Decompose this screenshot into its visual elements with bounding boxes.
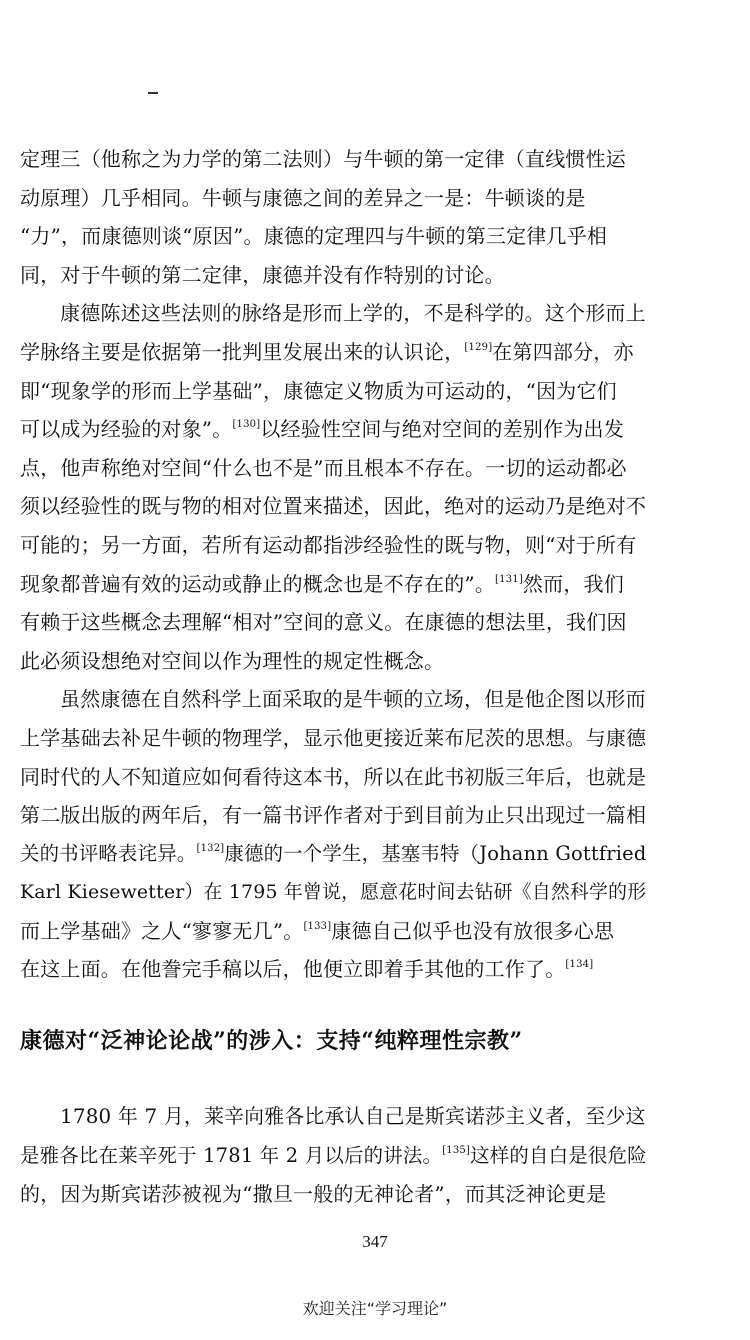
text-line — [20, 487, 646, 526]
line-text: 在这上面。在他誊完手稿以后，他便立即着手其他的工作了。 — [20, 957, 566, 982]
line-text: 动原理）几乎相同。牛顿与康德之间的差异之一是：牛顿谈的是 — [20, 185, 586, 210]
text-line — [20, 1175, 646, 1214]
footnote-ref: [133] — [303, 920, 332, 932]
line-text: 同时代的人不知道应如何看待这本书，所以在此书初版三年后，也就是 — [20, 764, 647, 789]
line-text: 同，对于牛顿的第二定律，康德并没有作特别的讨论。 — [20, 262, 505, 287]
text-line — [20, 217, 646, 256]
text-line — [20, 680, 646, 719]
text-line — [20, 758, 646, 797]
line-text: 上学基础去补足牛顿的物理学，显示他更接近莱布尼茨的思想。与康德 — [20, 725, 647, 750]
text-line — [20, 333, 646, 372]
line-text: 须以经验性的既与物的相对位置来描述，因此，绝对的运动乃是绝对不 — [20, 494, 647, 519]
text-line — [20, 140, 646, 179]
footnote-ref: [132] — [196, 842, 225, 854]
text-line — [20, 1098, 646, 1137]
line-text: 学脉络主要是依据第一批判里发展出来的认识论， — [20, 339, 465, 364]
text-line — [20, 410, 646, 449]
line-text-continued: 以经验性空间与绝对空间的差别作为出发 — [260, 417, 624, 442]
line-text: 康德陈述这些法则的脉络是形而上学的，不是科学的。这个形而上 — [60, 301, 646, 326]
text-line — [20, 372, 646, 411]
line-text-continued: 康德的一个学生，基塞韦特（Johann Gottfried — [224, 841, 647, 865]
footer-note: 欢迎关注“学习理论” — [302, 1299, 448, 1318]
line-text: 是雅各比在莱辛死于 1781 年 2 月以后的讲法。 — [20, 1143, 443, 1167]
text-line — [20, 603, 646, 642]
text-line — [20, 565, 646, 604]
line-text-continued: 康德自己似乎也没有放很多心思 — [331, 918, 615, 943]
section-heading: 康德对“泛神论论战”的涉入：支持“纯粹理性宗教” — [20, 1028, 523, 1054]
line-text: 而上学基础》之人“寥寥无几”。 — [20, 918, 304, 943]
line-text: 关的书评略表诧异。 — [20, 841, 197, 865]
footnote-ref: [129] — [464, 341, 493, 353]
text-line — [20, 449, 646, 488]
line-text: “力”，而康德则谈“原因”。康德的定理四与牛顿的第三定律几乎相 — [20, 224, 608, 249]
line-text: 定理三（他称之为力学的第二法则）与牛顿的第一定律（直线惯性运 — [20, 147, 626, 171]
text-line — [20, 796, 646, 835]
line-text-continued: 然而，我们 — [522, 571, 624, 596]
line-text: Karl Kiesewetter）在 1795 年曾说，愿意花时间去钻研《自然科学的形 — [20, 881, 647, 904]
footnote-ref: [134] — [565, 959, 594, 971]
line-text: 的，因为斯宾诺莎被视为“撒旦一般的无神论者”，而其泛神论更是 — [20, 1182, 607, 1207]
text-line — [20, 873, 646, 912]
text-line — [20, 719, 646, 758]
footnote-ref: [135] — [442, 1144, 471, 1156]
line-text: 即“现象学的形而上学基础”，康德定义物质为可运动的，“因为它们 — [20, 378, 617, 403]
body-text-section-2 — [20, 1098, 646, 1214]
text-line — [20, 642, 646, 681]
line-text-continued: 这样的自白是很危险 — [470, 1143, 647, 1167]
line-text-continued: 在第四部分，亦 — [492, 339, 634, 364]
scan-mark — [148, 92, 158, 94]
text-line — [20, 294, 646, 333]
text-line — [20, 179, 646, 218]
text-line — [20, 912, 646, 951]
line-text: 虽然康德在自然科学上面采取的是牛顿的立场，但是他企图以形而 — [60, 687, 646, 712]
line-text: 可能的；另一方面，若所有运动都指涉经验性的既与物，则“对于所有 — [20, 532, 637, 557]
footnote-ref: [131] — [495, 573, 523, 585]
footnote-ref: [130] — [232, 419, 261, 431]
line-text: 可以成为经验的对象”。 — [20, 417, 233, 442]
text-line — [20, 1137, 646, 1176]
line-text: 1780 年 7 月，莱辛向雅各比承认自己是斯宾诺莎主义者，至少这 — [60, 1105, 646, 1128]
text-line — [20, 256, 646, 295]
line-text: 有赖于这些概念去理解“相对”空间的意义。在康德的想法里，我们因 — [20, 610, 627, 635]
line-text: 此必须设想绝对空间以作为理性的规定性概念。 — [20, 648, 445, 673]
line-text: 现象都普遍有效的运动或静止的概念也是不存在的”。 — [20, 571, 496, 596]
text-line — [20, 526, 646, 565]
body-text-section-1 — [20, 140, 646, 989]
line-text: 点，他声称绝对空间“什么也不是”而且根本不存在。一切的运动都必 — [20, 455, 627, 480]
line-text: 第二版出版的两年后，有一篇书评作者对于到目前为止只出现过一篇相 — [20, 803, 647, 828]
text-line — [20, 950, 646, 989]
text-line — [20, 835, 646, 874]
page-number: 347 — [362, 1232, 388, 1251]
